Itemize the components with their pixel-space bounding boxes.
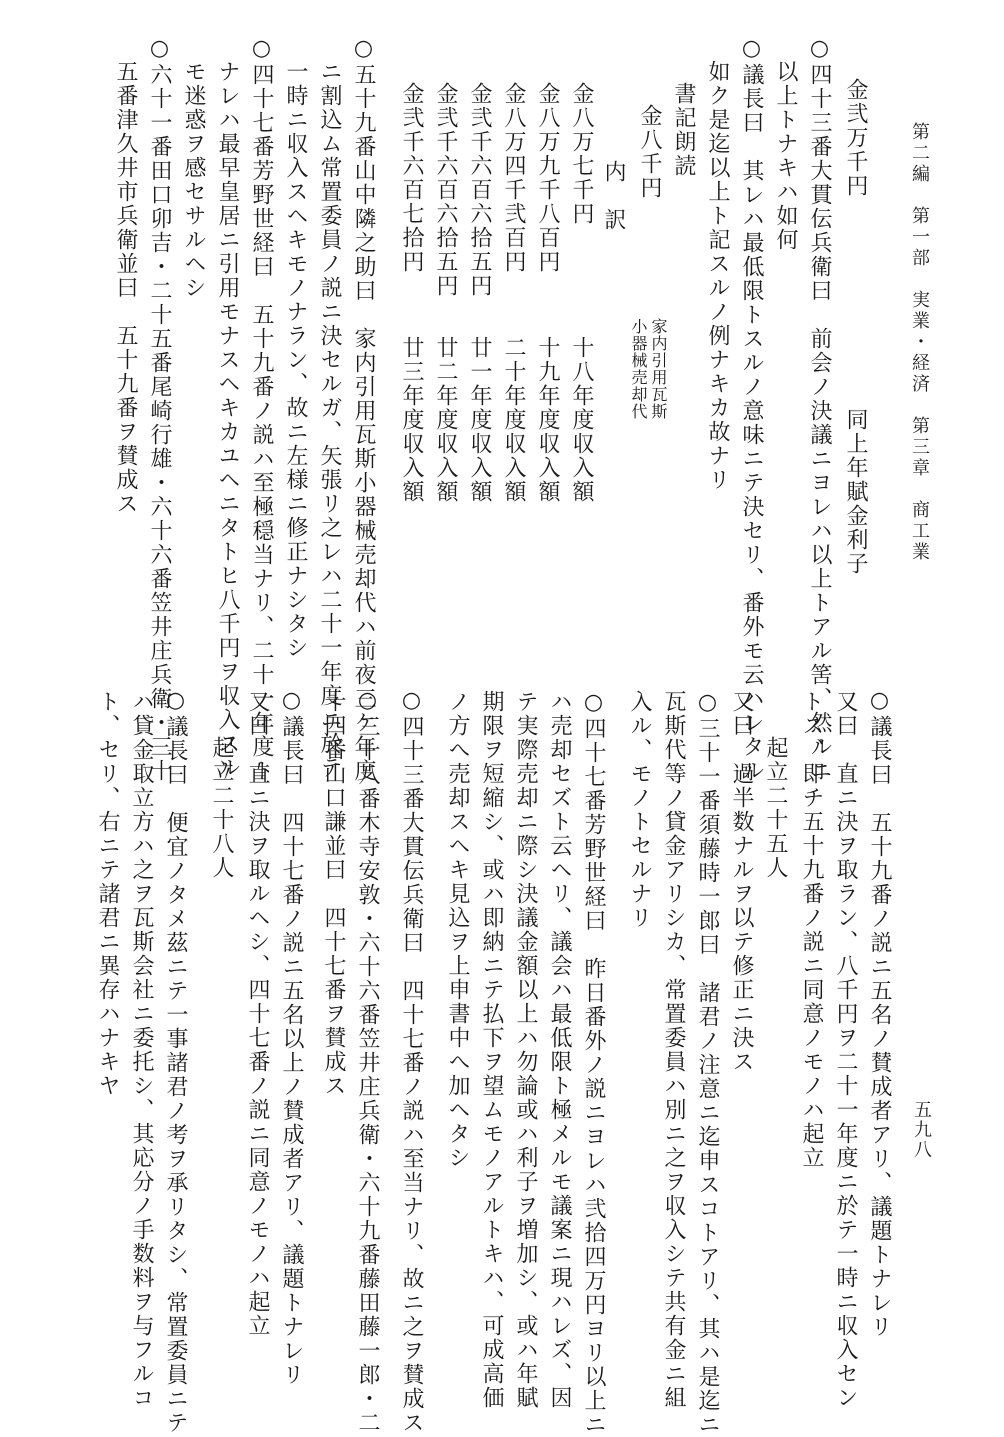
line-top-7: 金八千円 [637,104,662,200]
line-top-19: ナレハ最早皇居ニ引用モナスヘキカユヘニタトヒ八千円ヲ収入スル [215,60,240,780]
line-top-20: モ迷惑ヲ感セサルヘシ [181,60,206,300]
line-top-10: 金八万九千八百円 [535,82,560,274]
line-bottom-7: 瓦斯代等ノ貸金アリシカ、常置委員ハ別ニ之ヲ収入シテ共有金ニ組 [661,690,686,1410]
line-top-12b: 廿一年度収入額 [467,336,492,504]
line-top-7a: 家内引用瓦斯 [649,318,668,420]
line-top-8: 内 訳 [601,160,626,232]
line-top-14: 金弐千六百七拾円 [399,82,424,274]
line-bottom-2: 又曰 直ニ決ヲ取ラン、八千円ヲ二十一年度ニ於テ一時ニ収入セン [833,690,858,1410]
line-top-1: 金弐万千円 [843,78,868,198]
line-top-13: 金弐千六百六拾五円 [433,82,458,298]
line-top-5: 如ク是迄以上ト記スルノ例ナキカ故ナリ [705,60,730,492]
line-top-17: 一時ニ収入スヘキモノナラン、故ニ左様ニ修正ナシタシ [283,60,308,660]
line-bottom-16: 十四番山口謙並曰 四十七番ヲ賛成ス [321,690,346,1098]
line-bottom-14: ○四十三番大貫伝兵衛曰 四十七番ノ説ハ至当ナリ、故ニ之ヲ賛成ス [399,688,424,1435]
line-top-2: ○四十三番大貫伝兵衛曰 前会ノ決議ニヨレハ以上トアル筈、然ルニ [807,36,832,783]
line-bottom-17: ○議長曰 四十七番ノ説ニ五名以上ノ賛成者アリ、議題トナレリ [279,688,304,1387]
line-bottom-12: 期限ヲ短縮シ、或ハ即納ニテ払下ヲ望ムモノアルトキハ、可成高価 [479,690,504,1410]
line-top-16: ニ割込ム常置委員ノ説ニ決セルガ、矢張リ之レハ二十一年度ニ於テ [317,60,342,780]
line-bottom-21: ハ貸金取立方ハ之ヲ瓦斯会社ニ委托シ、其応分ノ手数料ヲ与フルコ [129,690,154,1410]
line-bottom-8: 入ル、モノトセルナリ [627,690,652,930]
line-top-6: 書記朗読 [671,82,696,178]
line-top-4: ○議長曰 其レハ最低限トスルノ意味ニテ決セリ、番外モ云ハレタル [739,36,764,783]
line-bottom-22: ト、セリ、右ニテ諸君ニ異存ハナキヤ [95,690,120,1098]
line-top-15: ○五十九番山中隣之助曰 家内引用瓦斯小器械売却代ハ前夜三ケ年度 [351,36,376,783]
line-bottom-4: 起立二十五人 [763,736,788,880]
line-top-9: 金八万七千円 [569,82,594,226]
line-bottom-19: 起立二十八人 [209,736,234,880]
line-bottom-15: ○三十八番木寺安敦・六十六番笠井庄兵衛・六十九番藤田藤一郎・二 [355,688,380,1435]
line-top-21: ○六十一番田口卯吉・二十五番尾崎行雄・六十六番笠井庄兵衛・三十 [147,36,172,783]
line-top-7b: 小器械売却代 [629,318,648,420]
line-top-11b: 二十年度収入額 [501,336,526,504]
line-bottom-6: ○三十一番須藤時一郎曰 諸君ノ注意ニ迄申スコトアリ、其ハ是迄ニ [695,690,720,1437]
line-top-9b: 十八年度収入額 [569,336,594,504]
line-bottom-18: 又曰 直ニ決ヲ取ルヘシ、四十七番ノ説ニ同意ノモノハ起立 [245,690,270,1338]
line-bottom-10: ハ売却セズト云ヘリ、議会ハ最低限ト極メルモ議案ニ現ハレズ、因 [547,690,572,1410]
line-top-22: 五番津久井市兵衛並曰 五十九番ヲ賛成ス [113,60,138,516]
running-title: 第二編 第一部 実業・経済 第三章 商工業 [909,122,930,563]
line-bottom-11: テ実際売却ニ際シ決議金額以上ハ勿論或ハ利子ヲ増加シ、或ハ年賦 [513,690,538,1410]
line-top-1b: 同上年賦金利子 [843,408,868,576]
line-bottom-20: ○議長曰 便宜ノタメ茲ニテ一事諸君ノ考ヲ承リタシ、常置委員ニテ [163,688,188,1435]
line-bottom-13: ノ方へ売却スヘキ見込ヲ上申書中へ加ヘタシ [445,690,470,1170]
line-top-3: 以上トナキハ如何 [773,60,798,252]
line-bottom-1: ○議長曰 五十九番ノ説ニ五名ノ賛成者アリ、議題トナレリ [867,688,892,1339]
line-top-18: ○四十七番芳野世経曰 五十九番ノ説ハ至極穏当ナリ、二十一年度ト [249,36,274,783]
line-bottom-9: ○四十七番芳野世経曰 昨日番外ノ説ニヨレハ弐拾四万円ヨリ以上ニ [581,690,606,1437]
line-top-12: 金弐千六百六拾五円 [467,82,492,298]
page-number: 五九八 [911,1100,932,1160]
line-top-10b: 十九年度収入額 [535,336,560,504]
line-top-11: 金八万四千弐百円 [501,82,526,274]
line-top-14b: 廿三年度収入額 [399,336,424,504]
line-bottom-3: トス、即チ五十九番ノ説ニ同意ノモノハ起立 [799,690,824,1170]
line-bottom-5: 又曰 過半数ナルヲ以テ修正ニ決ス [729,690,754,1074]
line-top-13b: 廿二年度収入額 [433,336,458,504]
